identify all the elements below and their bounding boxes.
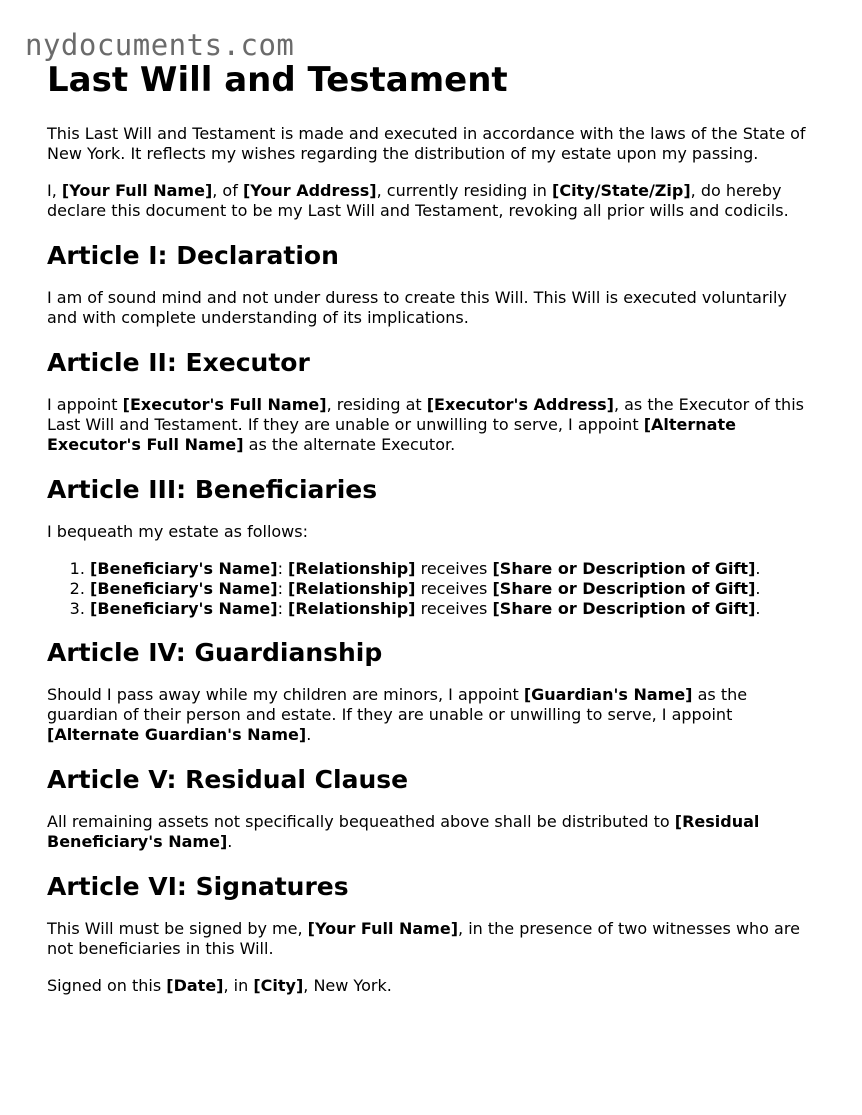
relationship-placeholder: [Relationship] xyxy=(288,579,416,598)
article-paragraph: I am of sound mind and not under duress to create this Will. This Will is executed voluntarily and with complete understanding of its implications. xyxy=(47,288,787,327)
text: , in the presence of two witnesses who are not beneficiaries in this Will. xyxy=(47,919,800,958)
text: , in xyxy=(223,976,254,995)
text: receives xyxy=(415,599,493,618)
city-state-zip-placeholder: [City/State/Zip] xyxy=(552,181,691,200)
text: as the alternate Executor. xyxy=(243,435,456,454)
executor-name-placeholder: [Executor's Full Name] xyxy=(122,395,327,414)
text: : xyxy=(277,599,289,618)
beneficiary-name-placeholder: [Beneficiary's Name] xyxy=(90,559,278,578)
date-placeholder: [Date] xyxy=(166,976,224,995)
document-title: Last Will and Testament xyxy=(47,60,508,100)
text: This Will must be signed by me, xyxy=(47,919,308,938)
article-heading: Article V: Residual Clause xyxy=(47,765,409,794)
guardian-name-placeholder: [Guardian's Name] xyxy=(523,685,693,704)
article-paragraph xyxy=(47,919,817,959)
city-placeholder: [City] xyxy=(253,976,304,995)
declaration-paragraph xyxy=(47,181,817,221)
article-heading: Article II: Executor xyxy=(47,348,310,377)
text: : xyxy=(277,579,289,598)
article-heading: Article VI: Signatures xyxy=(47,872,349,901)
beneficiary-name-placeholder: [Beneficiary's Name] xyxy=(90,579,278,598)
share-placeholder: [Share or Description of Gift] xyxy=(492,559,756,578)
text: receives xyxy=(415,559,493,578)
text: , currently residing in xyxy=(376,181,553,200)
article-paragraph xyxy=(47,812,817,852)
text: I, xyxy=(47,181,62,200)
list-item xyxy=(90,579,817,599)
your-address-placeholder: [Your Address] xyxy=(242,181,377,200)
watermark: nydocuments.com xyxy=(25,28,295,62)
text: All remaining assets not specifically bequeathed above shall be distributed to xyxy=(47,812,675,831)
article-heading: Article IV: Guardianship xyxy=(47,638,383,667)
text: Signed on this xyxy=(47,976,167,995)
intro-paragraph: This Last Will and Testament is made and executed in accordance with the laws of the State of New York. It reflects my wishes regarding the distribution of my estate upon my passing. xyxy=(47,124,806,163)
text: . xyxy=(755,559,761,578)
signed-on-paragraph xyxy=(47,976,817,996)
text: , New York. xyxy=(303,976,392,995)
article-heading: Article I: Declaration xyxy=(47,241,339,270)
your-full-name-placeholder: [Your Full Name] xyxy=(307,919,459,938)
executor-address-placeholder: [Executor's Address] xyxy=(426,395,614,414)
list-item xyxy=(90,559,817,579)
text: , do hereby declare this document to be my Last Will and Testament, revoking all prior wills and codicils. xyxy=(47,181,789,220)
share-placeholder: [Share or Description of Gift] xyxy=(492,599,756,618)
your-full-name-placeholder: [Your Full Name] xyxy=(61,181,213,200)
text: , as the Executor of this Last Will and Testament. If they are unable or unwilling to serve, I appoint xyxy=(47,395,804,434)
share-placeholder: [Share or Description of Gift] xyxy=(492,579,756,598)
relationship-placeholder: [Relationship] xyxy=(288,559,416,578)
text: I appoint xyxy=(47,395,123,414)
text: . xyxy=(227,832,233,851)
text: Should I pass away while my children are minors, I appoint xyxy=(47,685,524,704)
article-paragraph: I bequeath my estate as follows: xyxy=(47,522,308,541)
text: . xyxy=(306,725,312,744)
beneficiary-list xyxy=(47,559,817,619)
beneficiary-name-placeholder: [Beneficiary's Name] xyxy=(90,599,278,618)
text: receives xyxy=(415,579,493,598)
article-paragraph xyxy=(47,395,817,455)
text: : xyxy=(277,559,289,578)
text: as the guardian of their person and estate. If they are unable or unwilling to serve, I appoint xyxy=(47,685,748,724)
relationship-placeholder: [Relationship] xyxy=(288,599,416,618)
text: . xyxy=(755,579,761,598)
residual-beneficiary-placeholder: [Residual Beneficiary's Name] xyxy=(47,812,760,851)
text: , of xyxy=(212,181,243,200)
list-item xyxy=(90,599,817,619)
text: . xyxy=(755,599,761,618)
alternate-executor-placeholder: [Alternate Executor's Full Name] xyxy=(47,415,736,454)
alternate-guardian-placeholder: [Alternate Guardian's Name] xyxy=(47,725,307,744)
article-paragraph xyxy=(47,685,817,745)
article-heading: Article III: Beneficiaries xyxy=(47,475,378,504)
text: , residing at xyxy=(326,395,427,414)
document-page xyxy=(47,58,817,996)
